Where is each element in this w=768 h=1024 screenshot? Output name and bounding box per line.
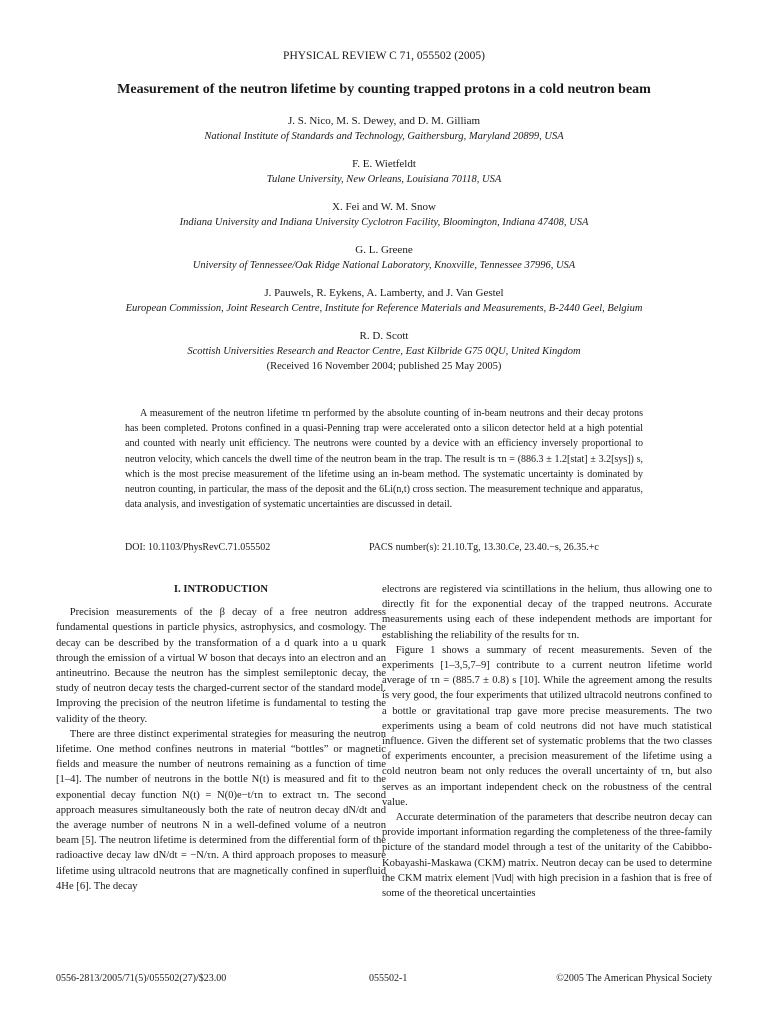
author-list	[40, 114, 728, 374]
author-names: X. Fei and W. M. Snow	[332, 201, 436, 213]
pacs-numbers: PACS number(s): 21.10.Tg, 13.30.Ce, 23.40.−s, 26.35.+c	[369, 542, 599, 553]
author-names: J. Pauwels, R. Eykens, A. Lamberty, and J. Van Gestel	[264, 287, 504, 299]
paragraph: electrons are registered via scintillations in the helium, thus allowing one to directly fit for the exponential decay of the trapped neutrons. Accurate measurements using each of these independent methods are important for establishing the reliability of the results for τn.	[382, 584, 712, 641]
received-dates: (Received 16 November 2004; published 25 May 2005)	[266, 361, 502, 372]
paragraph: Figure 1 shows a summary of recent measurements. Seven of the experiments [1–3,5,7–9] contribute to a current neutron lifetime world average of τn = (885.7 ± 0.8) s [10]. While the agreement among the results is very good, the four experiments that utilized ultracold neutrons confined to a bottle or gravitational trap gave more precise measurements. The two experiments using a beam of cold neutrons did not have much statistical influence. Given the different set of systematic problems that the two classes of experiments encounter, a precision measurement of the lifetime using a cold neutron beam not only reduces the overall uncertainty of τn, but also serves as an important independent check on the robustness of the central value.	[382, 644, 712, 808]
abstract: A measurement of the neutron lifetime τn performed by the absolute counting of in-beam neutrons and their decay protons has been completed. Protons confined in a quasi-Penning trap were accelerated onto a silicon detector held at a high potential and counted with nearly unit efficiency. The neutrons were counted by a device with an efficiency inversely proportional to neutron velocity, which cancels the dwell time of the neutron beam in the trap. The result is τn = (886.3 ± 1.2[stat] ± 3.2[sys]) s, which is the most precise measurement of the lifetime using an in-beam method. The systematic uncertainty is dominated by neutron counting, in particular, the mass of the deposit and the 6Li(n,t) cross section. The measurement technique and apparatus, data analysis, and investigation of systematic uncertainties are discussed in detail.	[125, 408, 643, 511]
doi-text: DOI: 10.1103/PhysRevC.71.055502	[125, 542, 271, 553]
paragraph: There are three distinct experimental strategies for measuring the neutron lifetime. One method confines neutrons in material “bottles” or magnetic fields and measure the number of neutrons remaining as a function of time [1–4]. The number of neutrons in the bottle N(t) is measured and fit to the exponential decay function N(t) = N(0)e−t/τn to extract τn. The second approach measures simultaneously both the rate of neutron decay dN/dt and the average number of neutrons N in a well-defined volume of a neutron beam [5]. The neutron lifetime is determined from the differential form of the radioactive decay law dN/dt = −N/τn. A third approach proposes to measure lifetime using ultracold neutrons that are magnetically confined in superfluid 4He [6]. The decay	[56, 728, 386, 892]
journal-header: PHYSICAL REVIEW C 71, 055502 (2005)	[283, 50, 485, 62]
author-names: J. S. Nico, M. S. Dewey, and D. M. Gilliam	[287, 115, 481, 127]
author-group	[40, 329, 728, 374]
paper-title: Measurement of the neutron lifetime by counting trapped protons in a cold neutron beam	[117, 82, 651, 97]
author-group	[40, 200, 728, 230]
author-affiliation: Tulane University, New Orleans, Louisiana 70118, USA	[266, 174, 502, 185]
author-affiliation: Indiana University and Indiana University Cyclotron Facility, Bloomington, Indiana 47408, USA	[179, 217, 589, 228]
author-names: G. L. Greene	[355, 244, 413, 256]
author-group	[40, 286, 728, 316]
paragraph: Accurate determination of the parameters that describe neutron decay can provide important information regarding the completeness of the three-family picture of the standard model through a test of the unitarity of the Cabibbo-Kobayashi-Maskawa (CKM) matrix. Neutron decay can be used to determine the CKM matrix element |Vud| with high precision in a fashion that is free of some of the theoretical uncertainties	[382, 812, 712, 900]
author-group	[40, 114, 728, 144]
copyright: ©2005 The American Physical Society	[556, 973, 712, 984]
author-names: F. E. Wietfeldt	[352, 158, 416, 170]
page-number: 055502-1	[369, 973, 408, 984]
left-column	[56, 582, 386, 894]
section-heading: I. INTRODUCTION	[173, 584, 269, 595]
author-affiliation: National Institute of Standards and Technology, Gaithersburg, Maryland 20899, USA	[204, 131, 564, 142]
right-column	[382, 582, 712, 901]
author-affiliation: Scottish Universities Research and Reactor Centre, East Kilbride G75 0QU, United Kingdom	[187, 346, 581, 357]
paragraph: Precision measurements of the β decay of a free neutron address fundamental questions in particle physics, astrophysics, and cosmology. The decay can be described by the transformation of a d quark into a u quark through the emission of a virtual W boson that decays into an electron and an antineutrino. Because the neutron has the simplest semileptonic decay, the study of neutron decay tests the charged-current sector of the standard model. Improving the precision of the neutron lifetime is fundamental to testing the validity of the theory.	[56, 607, 386, 725]
author-affiliation: European Commission, Joint Research Centre, Institute for Reference Materials and Measurements, B-2440 Geel, Belgium	[125, 303, 643, 314]
author-group	[40, 157, 728, 187]
author-names: R. D. Scott	[359, 330, 409, 342]
footer-code: 0556-2813/2005/71(5)/055502(27)/$23.00	[56, 973, 227, 984]
author-group	[40, 243, 728, 273]
author-affiliation: University of Tennessee/Oak Ridge National Laboratory, Knoxville, Tennessee 37996, USA	[192, 260, 576, 271]
